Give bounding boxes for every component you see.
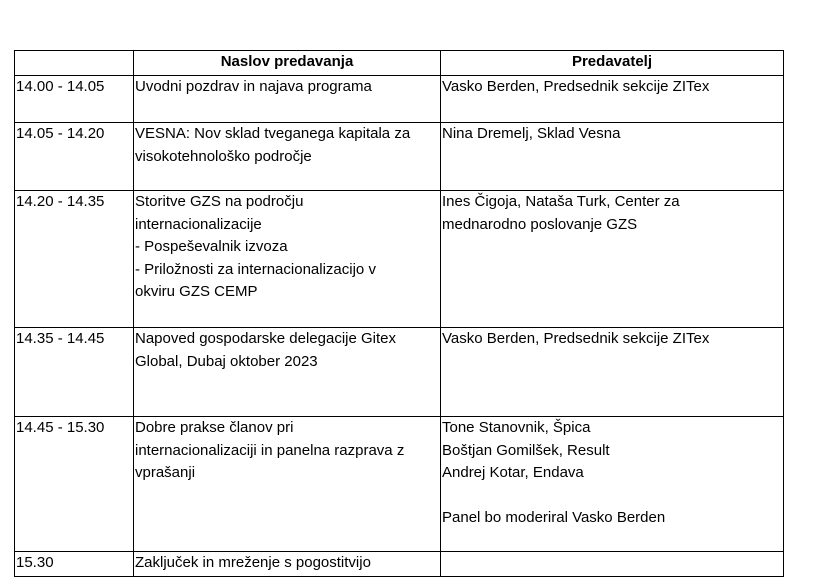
table-row bbox=[15, 76, 784, 123]
title-line: - Priložnosti za internacionalizacijo v bbox=[135, 260, 376, 278]
title-line: VESNA: Nov sklad tveganega kapitala za bbox=[135, 125, 411, 142]
table-row bbox=[15, 191, 784, 328]
blank-line bbox=[442, 485, 781, 508]
header-title: Naslov predavanja bbox=[134, 51, 441, 76]
title-line: Storitve GZS na področju bbox=[135, 193, 304, 210]
header-time bbox=[15, 51, 134, 76]
speaker-cell bbox=[441, 76, 784, 123]
table-row bbox=[15, 123, 784, 191]
speaker-cell bbox=[441, 417, 784, 552]
title-cell bbox=[134, 417, 441, 552]
table-row bbox=[15, 328, 784, 417]
title-cell bbox=[134, 552, 441, 577]
title-line: Dobre prakse članov pri bbox=[135, 419, 294, 436]
title-cell bbox=[134, 76, 441, 123]
time-cell: 14.20 - 14.35 bbox=[15, 191, 134, 328]
time-cell: 15.30 bbox=[15, 552, 134, 577]
header-speaker: Predavatelj bbox=[441, 51, 784, 76]
title-cell bbox=[134, 123, 441, 191]
title-line: Global, Dubaj oktober 2023 bbox=[135, 352, 318, 370]
title-line: Napoved gospodarske delegacije Gitex bbox=[135, 330, 396, 347]
speaker-line: Vasko Berden, Predsednik sekcije ZITex bbox=[442, 78, 710, 95]
speaker-cell bbox=[441, 552, 784, 577]
header-row bbox=[15, 51, 784, 76]
time-cell: 14.35 - 14.45 bbox=[15, 328, 134, 417]
speaker-line: Andrej Kotar, Endava bbox=[442, 464, 584, 481]
title-cell bbox=[134, 191, 441, 328]
speaker-cell bbox=[441, 328, 784, 417]
time-cell: 14.45 - 15.30 bbox=[15, 417, 134, 552]
table-row bbox=[15, 417, 784, 552]
speaker-line: Boštjan Gomilšek, Result bbox=[442, 441, 610, 459]
title-cell bbox=[134, 328, 441, 417]
title-line: vprašanji bbox=[135, 464, 196, 481]
speaker-cell bbox=[441, 191, 784, 328]
time-cell: 14.05 - 14.20 bbox=[15, 123, 134, 191]
speaker-line: Nina Dremelj, Sklad Vesna bbox=[442, 125, 621, 142]
title-line: Zaključek in mreženje s pogostitvijo bbox=[135, 554, 371, 571]
speaker-line: Ines Čigoja, Nataša Turk, Center za bbox=[442, 193, 680, 210]
moderator-line: Panel bo moderiral Vasko Berden bbox=[442, 509, 666, 526]
time-cell: 14.00 - 14.05 bbox=[15, 76, 134, 123]
speaker-line: Vasko Berden, Predsednik sekcije ZITex bbox=[442, 330, 710, 347]
title-line: Uvodni pozdrav in najava programa bbox=[135, 78, 372, 95]
title-line: okviru GZS CEMP bbox=[135, 283, 258, 300]
speaker-line: Tone Stanovnik, Špica bbox=[442, 419, 591, 436]
title-line: internacionalizacije bbox=[135, 215, 262, 233]
program-schedule-table bbox=[14, 50, 784, 577]
table-row bbox=[15, 552, 784, 577]
title-line: internacionalizaciji in panelna razprava z bbox=[135, 441, 405, 459]
title-line: visokotehnološko področje bbox=[135, 147, 312, 165]
speaker-cell bbox=[441, 123, 784, 191]
title-line: - Pospeševalnik izvoza bbox=[135, 238, 288, 255]
speaker-line: mednarodno poslovanje GZS bbox=[442, 215, 638, 233]
